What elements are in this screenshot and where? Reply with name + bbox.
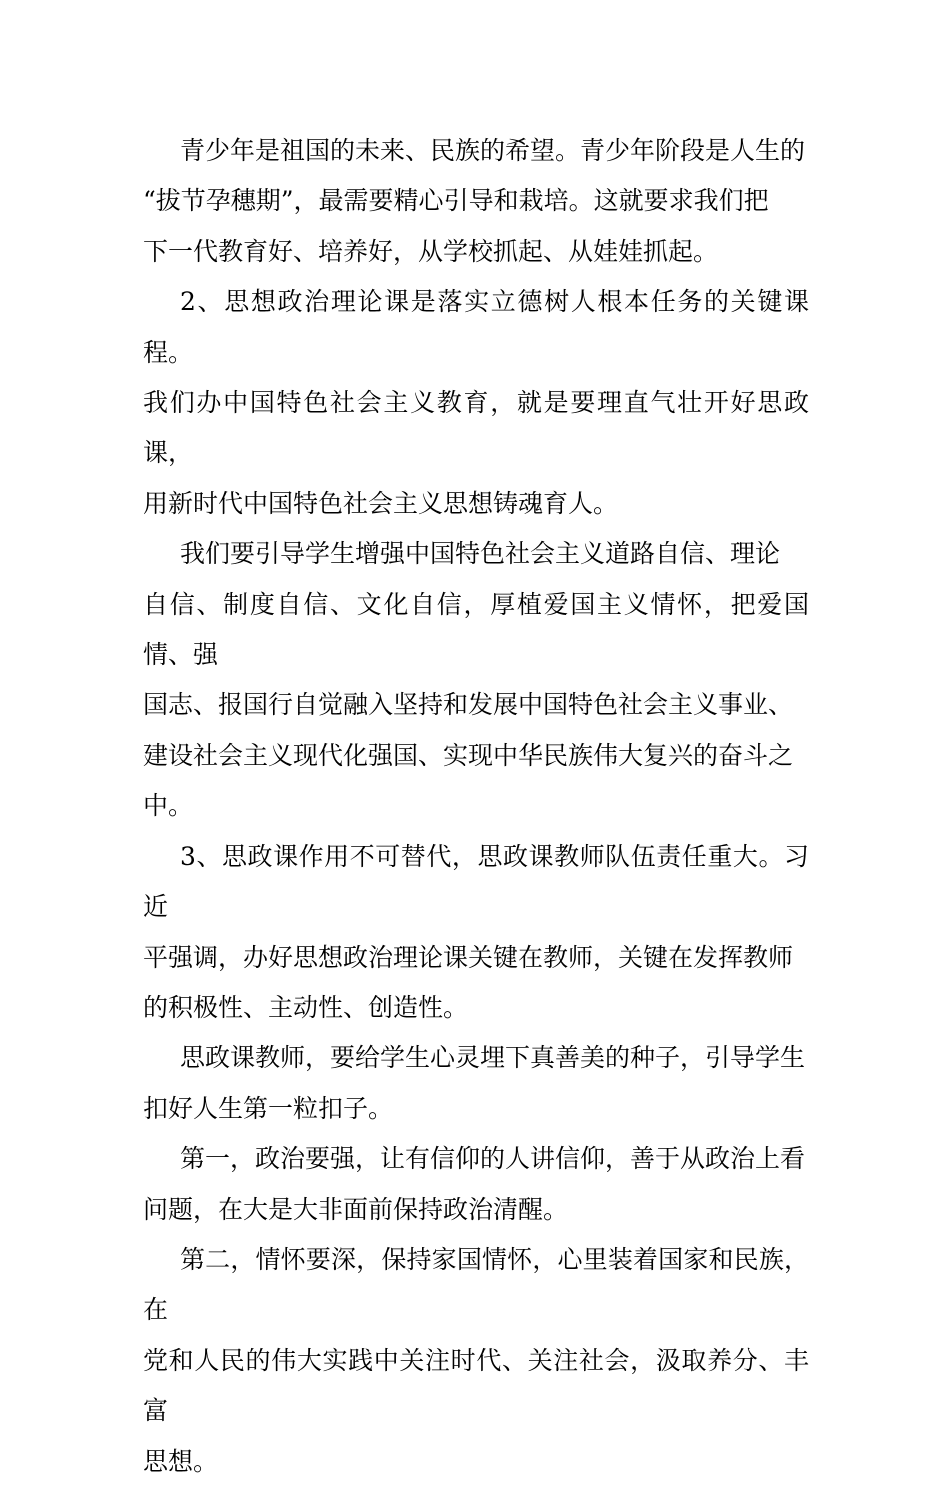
paragraph-point-2: 2、思想政治理论课是落实立德树人根本任务的关键课程。 我们办中国特色社会主义教育，就是要理直气壮开好思政课， 用新时代中国特色社会主义思想铸魂育人。 [143, 287, 809, 518]
paragraph-point-3: 3、思政课作用不可替代，思政课教师队伍责任重大。习近 平强调，办好思想政治理论课关键在教师，关键在发挥教师 的积极性、主动性、创造性。 [143, 841, 809, 1022]
paragraph-second: 第二，情怀要深，保持家国情怀，心里装着国家和民族，在 党和人民的伟大实践中关注时代、关注社会，汲取养分、丰富 思想。 [143, 1244, 809, 1476]
paragraph-guide-students: 我们要引导学生增强中国特色社会主义道路自信、理论 自信、制度自信、文化自信，厚植爱国主义情怀，把爱国情、强 国志、报国行自觉融入坚持和发展中国特色社会主义事业、 建设社会主义现代化强国、实现中华民族伟大复兴的奋斗之 中。 [143, 539, 809, 821]
paragraph-first: 第一，政治要强，让有信仰的人讲信仰，善于从政治上看 问题，在大是大非面前保持政治清醒。 [143, 1144, 806, 1224]
paragraph-teachers: 思政课教师，要给学生心灵埋下真善美的种子，引导学生 扣好人生第一粒扣子。 [143, 1043, 806, 1123]
document-body [143, 126, 809, 1487]
paragraph-youth: 青少年是祖国的未来、民族的希望。青少年阶段是人生的 “拔节孕穗期”，最需要精心引导和栽培。这就要求我们把 下一代教育好、培养好，从学校抓起、从娃娃抓起。 [143, 136, 806, 266]
